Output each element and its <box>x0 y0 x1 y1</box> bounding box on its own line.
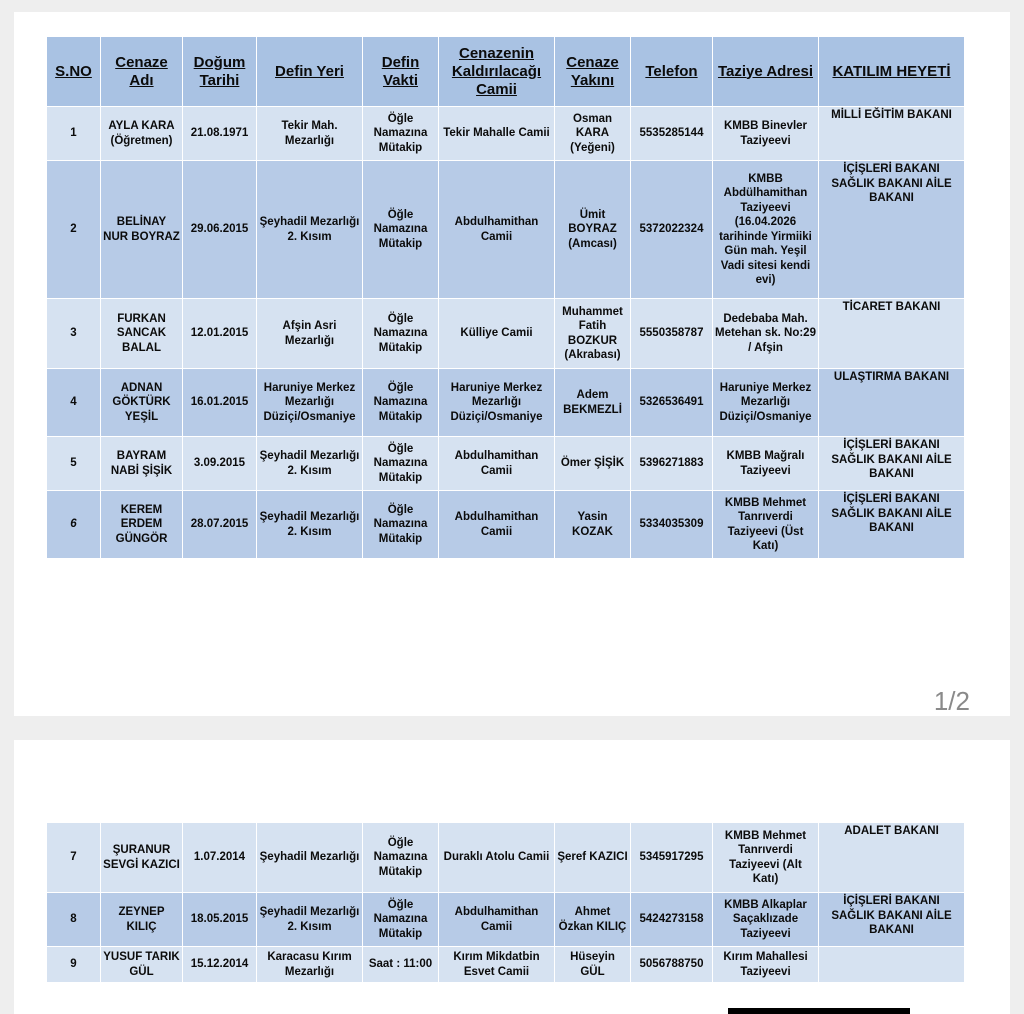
cell-phone: 5535285144 <box>631 107 713 161</box>
cell-phone: 5056788750 <box>631 947 713 983</box>
cell-address: Kırım Mahallesi Taziyeevi <box>713 947 819 983</box>
funeral-table-page-1 <box>46 36 965 559</box>
cell-no: 8 <box>47 893 101 947</box>
cell-time: Öğle Namazına Mütakip <box>363 369 439 437</box>
cell-no: 5 <box>47 437 101 491</box>
page-indicator: 1/2 <box>933 686 970 716</box>
cell-time: Öğle Namazına Mütakip <box>363 161 439 299</box>
cell-name: ZEYNEP KILIÇ <box>101 893 183 947</box>
cell-mosque: Tekir Mahalle Camii <box>439 107 555 161</box>
cell-time: Öğle Namazına Mütakip <box>363 299 439 369</box>
header-cenaze-adi: Cenaze Adı <box>101 37 183 107</box>
header-taziye-adresi: Taziye Adresi <box>713 37 819 107</box>
cell-dob: 29.06.2015 <box>183 161 257 299</box>
cell-address: KMBB Binevler Taziyeevi <box>713 107 819 161</box>
cell-place: Karacasu Kırım Mezarlığı <box>257 947 363 983</box>
cell-place: Haruniye Merkez Mezarlığı Düziçi/Osmaniye <box>257 369 363 437</box>
header-defin-vakti: Defin Vakti <box>363 37 439 107</box>
bottom-black-bar <box>728 1008 910 1014</box>
cell-address: Haruniye Merkez Mezarlığı Düziçi/Osmaniye <box>713 369 819 437</box>
cell-address: KMBB Alkaplar Saçaklızade Taziyeevi <box>713 893 819 947</box>
cell-mosque: Abdulhamithan Camii <box>439 893 555 947</box>
cell-name: FURKAN SANCAK BALAL <box>101 299 183 369</box>
cell-place: Şeyhadil Mezarlığı 2. Kısım <box>257 161 363 299</box>
cell-time: Öğle Namazına Mütakip <box>363 107 439 161</box>
header-sno: S.NO <box>47 37 101 107</box>
cell-committee <box>819 947 965 983</box>
cell-time: Öğle Namazına Mütakip <box>363 823 439 893</box>
cell-committee: MİLLİ EĞİTİM BAKANI <box>819 107 965 161</box>
table-row <box>47 823 965 893</box>
cell-dob: 28.07.2015 <box>183 491 257 559</box>
cell-no: 6 <box>47 491 101 559</box>
cell-mosque: Abdulhamithan Camii <box>439 161 555 299</box>
header-katilim-heyeti: KATILIM HEYETİ <box>819 37 965 107</box>
cell-relative: Hüseyin GÜL <box>555 947 631 983</box>
cell-address: KMBB Mağralı Taziyeevi <box>713 437 819 491</box>
cell-mosque: Abdulhamithan Camii <box>439 491 555 559</box>
cell-place: Şeyhadil Mezarlığı 2. Kısım <box>257 893 363 947</box>
document-page-2 <box>14 740 1010 1014</box>
cell-committee: İÇİŞLERİ BAKANI SAĞLIK BAKANI AİLE BAKANI <box>819 491 965 559</box>
cell-no: 7 <box>47 823 101 893</box>
cell-phone: 5550358787 <box>631 299 713 369</box>
cell-dob: 21.08.1971 <box>183 107 257 161</box>
cell-relative: Şeref KAZICI <box>555 823 631 893</box>
cell-address: Dedebaba Mah. Metehan sk. No:29 / Afşin <box>713 299 819 369</box>
cell-no: 2 <box>47 161 101 299</box>
header-camii: Cenazenin Kaldırılacağı Camii <box>439 37 555 107</box>
cell-name: BELİNAY NUR BOYRAZ <box>101 161 183 299</box>
cell-dob: 15.12.2014 <box>183 947 257 983</box>
cell-relative: Adem BEKMEZLİ <box>555 369 631 437</box>
table-row <box>47 893 965 947</box>
cell-dob: 16.01.2015 <box>183 369 257 437</box>
table-row <box>47 161 965 299</box>
funeral-table-page-2 <box>46 822 965 983</box>
cell-address: KMBB Mehmet Tanrıverdi Taziyeevi (Üst Katı) <box>713 491 819 559</box>
cell-phone: 5372022324 <box>631 161 713 299</box>
table-row <box>47 437 965 491</box>
cell-dob: 3.09.2015 <box>183 437 257 491</box>
cell-address: KMBB Abdülhamithan Taziyeevi (16.04.2026 tarihinde Yirmiiki Gün mah. Yeşil Vadi sitesi kendi evi) <box>713 161 819 299</box>
cell-phone: 5396271883 <box>631 437 713 491</box>
cell-committee: ADALET BAKANI <box>819 823 965 893</box>
document-page-1 <box>14 12 1010 716</box>
cell-relative: Yasin KOZAK <box>555 491 631 559</box>
cell-name: YUSUF TARIK GÜL <box>101 947 183 983</box>
table-row <box>47 947 965 983</box>
table-row <box>47 369 965 437</box>
cell-place: Afşin Asri Mezarlığı <box>257 299 363 369</box>
table-row <box>47 299 965 369</box>
cell-time: Saat : 11:00 <box>363 947 439 983</box>
table-header-row <box>47 37 965 107</box>
cell-phone: 5424273158 <box>631 893 713 947</box>
cell-committee: ULAŞTIRMA BAKANI <box>819 369 965 437</box>
header-telefon: Telefon <box>631 37 713 107</box>
cell-relative: Ahmet Özkan KILIÇ <box>555 893 631 947</box>
cell-dob: 12.01.2015 <box>183 299 257 369</box>
cell-relative: Muhammet Fatih BOZKUR (Akrabası) <box>555 299 631 369</box>
cell-relative: Ümit BOYRAZ (Amcası) <box>555 161 631 299</box>
cell-mosque: Kırım Mikdatbin Esvet Camii <box>439 947 555 983</box>
header-yakini: Cenaze Yakını <box>555 37 631 107</box>
table-row <box>47 107 965 161</box>
cell-name: BAYRAM NABİ ŞİŞİK <box>101 437 183 491</box>
header-dogum-tarihi: Doğum Tarihi <box>183 37 257 107</box>
cell-name: AYLA KARA (Öğretmen) <box>101 107 183 161</box>
cell-committee: TİCARET BAKANI <box>819 299 965 369</box>
cell-dob: 18.05.2015 <box>183 893 257 947</box>
cell-address: KMBB Mehmet Tanrıverdi Taziyeevi (Alt Katı) <box>713 823 819 893</box>
cell-committee: İÇİŞLERİ BAKANI SAĞLIK BAKANI AİLE BAKANI <box>819 161 965 299</box>
cell-committee: İÇİŞLERİ BAKANI SAĞLIK BAKANI AİLE BAKANI <box>819 893 965 947</box>
cell-phone: 5334035309 <box>631 491 713 559</box>
cell-time: Öğle Namazına Mütakip <box>363 893 439 947</box>
cell-time: Öğle Namazına Mütakip <box>363 437 439 491</box>
cell-no: 4 <box>47 369 101 437</box>
cell-no: 1 <box>47 107 101 161</box>
cell-relative: Osman KARA (Yeğeni) <box>555 107 631 161</box>
table-row <box>47 491 965 559</box>
cell-name: KEREM ERDEM GÜNGÖR <box>101 491 183 559</box>
cell-relative: Ömer ŞİŞİK <box>555 437 631 491</box>
cell-place: Tekir Mah. Mezarlığı <box>257 107 363 161</box>
cell-dob: 1.07.2014 <box>183 823 257 893</box>
cell-name: ADNAN GÖKTÜRK YEŞİL <box>101 369 183 437</box>
cell-phone: 5326536491 <box>631 369 713 437</box>
cell-committee: İÇİŞLERİ BAKANI SAĞLIK BAKANI AİLE BAKANI <box>819 437 965 491</box>
cell-no: 3 <box>47 299 101 369</box>
cell-mosque: Haruniye Merkez Mezarlığı Düziçi/Osmaniye <box>439 369 555 437</box>
header-defin-yeri: Defin Yeri <box>257 37 363 107</box>
cell-place: Şeyhadil Mezarlığı <box>257 823 363 893</box>
cell-place: Şeyhadil Mezarlığı 2. Kısım <box>257 491 363 559</box>
cell-mosque: Abdulhamithan Camii <box>439 437 555 491</box>
cell-mosque: Külliye Camii <box>439 299 555 369</box>
cell-name: ŞURANUR SEVGİ KAZICI <box>101 823 183 893</box>
cell-place: Şeyhadil Mezarlığı 2. Kısım <box>257 437 363 491</box>
cell-no: 9 <box>47 947 101 983</box>
cell-time: Öğle Namazına Mütakip <box>363 491 439 559</box>
cell-mosque: Duraklı Atolu Camii <box>439 823 555 893</box>
cell-phone: 5345917295 <box>631 823 713 893</box>
